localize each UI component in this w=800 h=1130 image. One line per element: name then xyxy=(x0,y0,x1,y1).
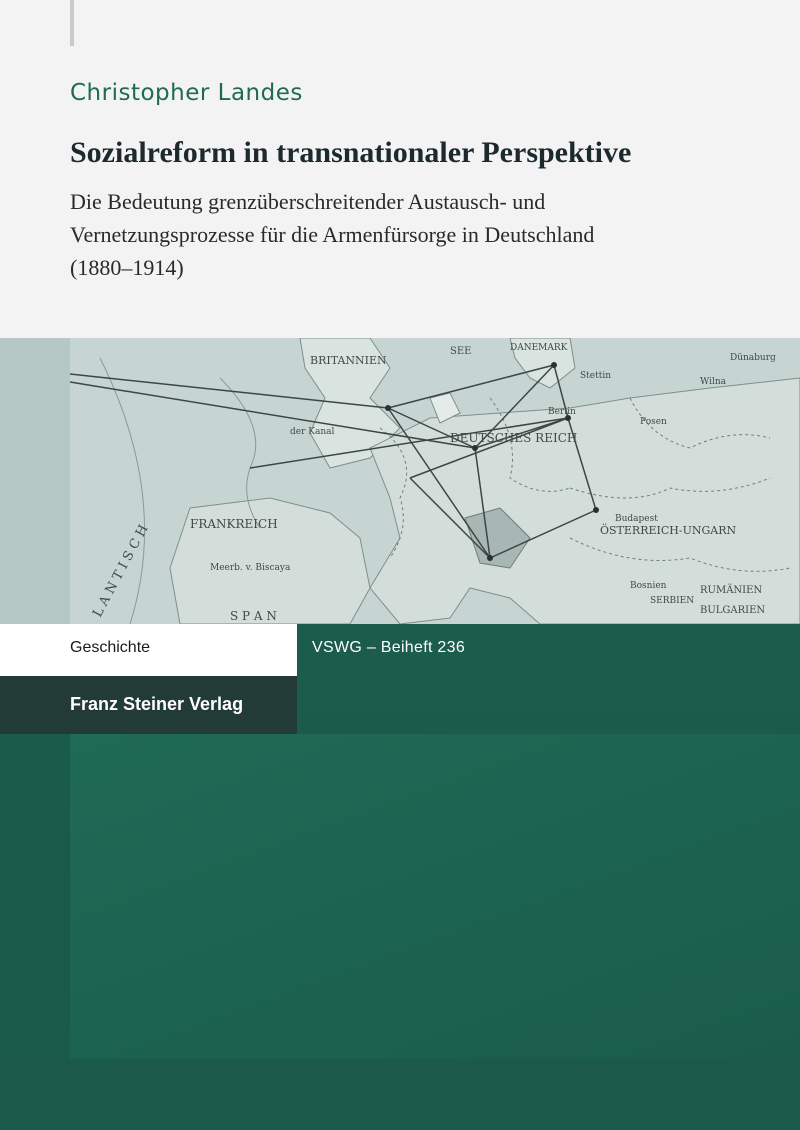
top-rule-mark xyxy=(70,0,74,46)
publisher-name: Franz Steiner Verlag xyxy=(70,694,244,714)
cover-header xyxy=(0,0,800,338)
map-label-nordsee: SEE xyxy=(450,346,472,357)
map-label-britannien: BRITANNIEN xyxy=(310,354,387,367)
series-label: VSWG – Beiheft 236 xyxy=(312,639,466,656)
book-title: Sozialreform in transnationaler Perspektive xyxy=(70,136,632,169)
map-label-atlantic: L A N T I S C H xyxy=(90,522,152,620)
author-name: Christopher Landes xyxy=(70,80,303,106)
map-label-wilna: Wilna xyxy=(700,377,727,387)
map-label-budapest: Budapest xyxy=(615,514,658,524)
map-label-bosnien: Bosnien xyxy=(630,581,667,591)
map-label-frankreich: FRANKREICH xyxy=(190,517,278,531)
map-label-berlin: Berlin xyxy=(548,407,576,417)
category-label: Geschichte xyxy=(70,639,151,656)
map-label-dunaburg: Dünaburg xyxy=(730,353,776,363)
europe-map-image xyxy=(70,338,800,624)
map-label-serbien: SERBIEN xyxy=(650,596,695,606)
subtitle-line: (1880–1914) xyxy=(70,255,184,280)
green-inner-panel xyxy=(70,734,800,1059)
subtitle-line: Die Bedeutung grenzüberschreitender Austausch- und xyxy=(70,189,546,214)
bottom-strip xyxy=(0,1059,800,1130)
subtitle-line: Vernetzungsprozesse für die Armenfürsorge in Deutschland xyxy=(70,222,595,247)
map-label-biscaya: Meerb. v. Biscaya xyxy=(210,563,291,573)
map-label-rumaenien: RUMÄNIEN xyxy=(700,585,763,596)
map-label-kanal: der Kanal xyxy=(290,427,335,437)
map-label-stettin: Stettin xyxy=(580,371,612,381)
map-label-deutsches-reich: DEUTSCHES REICH xyxy=(450,431,578,445)
map-label-bulgarien: BULGARIEN xyxy=(700,605,766,616)
map-label-spanien: S P A N xyxy=(230,609,277,623)
map-label-oesterreich-ungarn: ÖSTERREICH-UNGARN xyxy=(600,524,737,537)
book-subtitle xyxy=(70,185,770,284)
map-label-posen: Posen xyxy=(640,417,667,427)
map-label-daenemark: DANEMARK xyxy=(510,343,568,353)
